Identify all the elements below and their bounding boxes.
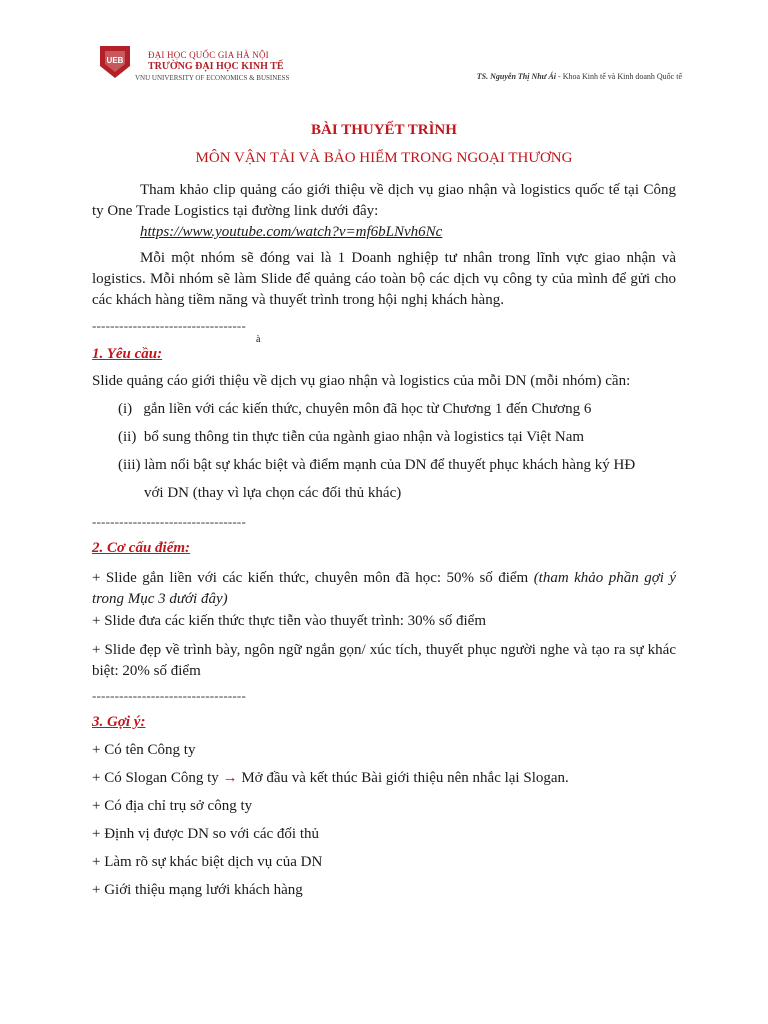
- item-number: (i): [118, 401, 133, 417]
- section-1-heading: 1. Yêu cầu:: [92, 346, 163, 362]
- suggestion-slogan-text: + Có Slogan Công ty: [92, 770, 219, 786]
- score-line-2: + Slide đưa các kiến thức thực tiễn vào thuyết trình: 30% số điểm: [92, 613, 487, 629]
- item-text: bổ sung thông tin thực tiễn của ngành giao nhận và logistics tại Việt Nam: [143, 429, 585, 445]
- suggestion-slogan-rest: Mở đầu và kết thúc Bài giới thiệu nên nhắc lại Slogan.: [241, 770, 569, 786]
- school-name-english: VNU UNIVERSITY OF ECONOMICS & BUSINESS: [135, 74, 290, 82]
- suggestion-item: + Có địa chỉ trụ sở công ty: [92, 798, 253, 814]
- suggestion-item: + Giới thiệu mạng lưới khách hàng: [92, 882, 303, 898]
- arrow-icon: →: [222, 770, 238, 786]
- item-text: làm nổi bật sự khác biệt và điểm mạnh của DN để thuyết phục khách hàng ký HĐ: [144, 457, 636, 473]
- suggestion-item: + Định vị được DN so với các đối thủ: [92, 826, 320, 842]
- requirement-item: [118, 401, 591, 418]
- score-line-1: [92, 568, 676, 610]
- item-number: (ii): [118, 429, 137, 445]
- task-paragraph: Mỗi một nhóm sẽ đóng vai là 1 Doanh nghiệp tư nhân trong lĩnh vực giao nhận và logistics. Mỗi nhóm sẽ làm Slide để quảng cáo toàn bộ các dịch vụ công ty của mình để gửi cho các khách hàng tiềm năng và thuyết trình trong hội nghị khách hàng.: [92, 250, 676, 308]
- university-logo: [96, 44, 134, 80]
- divider: ----------------------------------: [92, 514, 246, 529]
- document-title: BÀI THUYẾT TRÌNH: [311, 122, 457, 138]
- divider: ----------------------------------: [92, 318, 246, 333]
- item-text: gắn liền với các kiến thức, chuyên môn đã học từ Chương 1 đến Chương 6: [143, 401, 592, 417]
- requirement-item: [118, 457, 635, 474]
- suggestion-item: + Làm rõ sự khác biệt dịch vụ của DN: [92, 854, 323, 870]
- score-line-1-note: (tham khảo phần gợi ý trong Mục 3 dưới đây): [92, 570, 676, 607]
- intro-paragraph: Tham khảo clip quảng cáo giới thiệu về dịch vụ giao nhận và logistics quốc tế tại Công ty One Trade Logistics tại đường link dưới đây:: [92, 182, 676, 219]
- department-name: - Khoa Kinh tế và Kinh doanh Quốc tế: [558, 72, 682, 81]
- suggestion-item: + Có tên Công ty: [92, 742, 196, 758]
- header-author-line: [477, 72, 682, 81]
- section-1-lead: Slide quảng cáo giới thiệu về dịch vụ giao nhận và logistics của mỗi DN (mỗi nhóm) cần:: [92, 373, 631, 389]
- divider: ----------------------------------: [92, 688, 246, 703]
- author-name: TS. Nguyễn Thị Như Ái: [476, 72, 557, 81]
- score-line-3: + Slide đẹp về trình bày, ngôn ngữ ngắn gọn/ xúc tích, thuyết phục người nghe và tạo ra sự khác biệt: 20% số điểm: [92, 642, 676, 679]
- section-3-heading: 3. Gợi ý:: [92, 714, 146, 730]
- section-2-heading: 2. Cơ cấu điểm:: [92, 540, 191, 556]
- stray-character: à: [256, 334, 261, 345]
- school-name: TRƯỜNG ĐẠI HỌC KINH TẾ: [148, 61, 284, 72]
- item-number: (iii): [118, 457, 141, 473]
- requirement-item: [118, 429, 584, 446]
- score-line-1-text: + Slide gắn liền với các kiến thức, chuyên môn đã học: 50% số điểm: [92, 570, 534, 586]
- document-subtitle: MÔN VẬN TẢI VÀ BẢO HIỂM TRONG NGOẠI THƯƠNG: [195, 150, 573, 166]
- logo-text: UEB: [106, 56, 124, 65]
- requirement-item-continuation: với DN (thay vì lựa chọn các đối thủ khác): [144, 485, 402, 501]
- youtube-link[interactable]: https://www.youtube.com/watch?v=mf6bLNvh6Nc: [140, 224, 443, 240]
- university-name: ĐẠI HỌC QUỐC GIA HÀ NỘI: [148, 50, 269, 60]
- suggestion-item: [92, 770, 569, 787]
